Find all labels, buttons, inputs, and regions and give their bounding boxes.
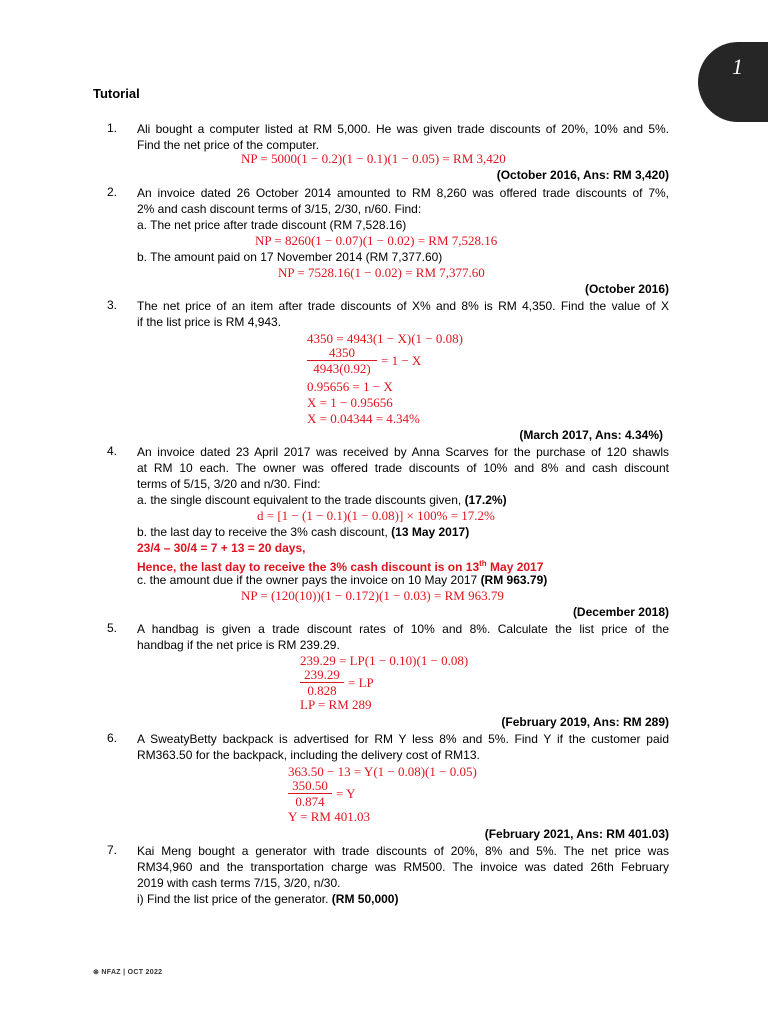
source-reference: (March 2017, Ans: 4.34%) [519, 428, 663, 442]
question-number: 5. [106, 621, 117, 635]
page-number-badge [698, 42, 768, 122]
page-footer: ⊗ NFAZ | OCT 2022 [93, 969, 163, 976]
solution-equation: X = 0.04344 = 4.34% [307, 411, 420, 426]
question-text: RM363.50 for the backpack, including the delivery cost of RM13. [137, 748, 480, 762]
question-text: The net price of an item after trade discounts of X% and 8% is RM 4,350. Find the value of X [137, 299, 669, 313]
solution-fraction [307, 345, 467, 379]
question-text: Find the net price of the computer. [137, 138, 320, 152]
solution-equation: NP = (120(10))(1 − 0.172)(1 − 0.03) = RM 963.79 [241, 588, 504, 603]
question-part-a: a. The net price after trade discount (RM 7,528.16) [137, 218, 407, 232]
question-text: 2% and cash discount terms of 3/15, 2/30, n/60. Find: [137, 202, 422, 216]
question-text: Ali bought a computer listed at RM 5,000. He was given trade discounts of 20%, 10% and 5%. [137, 122, 669, 136]
question-number: 3. [106, 298, 117, 312]
part-answer: (RM 50,000) [331, 892, 399, 906]
question-text: An invoice dated 23 April 2017 was received by Anna Scarves for the purchase of 120 shawls [137, 445, 669, 459]
question-text: A handbag is given a trade discount rates of 10% and 8%. Calculate the list price of the [137, 622, 669, 636]
question-part-i [137, 891, 669, 907]
question-number: 1. [106, 121, 117, 135]
solution-text: May 2017 [486, 560, 544, 574]
fraction-numerator: 4350 [329, 345, 355, 360]
question-part-b [137, 524, 669, 540]
part-text: i) Find the list price of the generator. [137, 892, 329, 906]
source-reference: (October 2016) [584, 282, 669, 296]
page-title: Tutorial [93, 86, 140, 101]
fraction-numerator: 239.29 [304, 667, 340, 682]
question-number: 4. [106, 444, 117, 458]
part-answer: (RM 963.79) [480, 573, 548, 587]
solution-equation: d = [1 − (1 − 0.1)(1 − 0.08)] × 100% = 17.2% [257, 508, 495, 523]
question-part-c [137, 572, 669, 588]
question-text: handbag if the net price is RM 239.29. [137, 638, 340, 652]
ordinal-suffix: th [479, 559, 487, 568]
part-answer: (17.2%) [464, 493, 507, 507]
fraction-denominator: 0.874 [295, 794, 325, 809]
solution-equation: X = 1 − 0.95656 [307, 395, 393, 410]
question-number: 2. [106, 185, 117, 199]
part-text: b. the last day to receive the 3% cash discount, [137, 525, 388, 539]
question-text: RM34,960 and the transportation charge was RM500. The invoice was dated 26th February [137, 860, 669, 874]
solution-equation: 0.95656 = 1 − X [307, 379, 393, 394]
solution-equation: 239.29 = LP(1 − 0.10)(1 − 0.08) [300, 653, 469, 668]
part-text: c. the amount due if the owner pays the invoice on 10 May 2017 [137, 573, 478, 587]
solution-equation: Y = RM 401.03 [288, 809, 370, 824]
solution-fraction [288, 778, 408, 812]
fraction-numerator: 350.50 [292, 778, 328, 793]
question-text: terms of 5/15, 3/20 and n/30. Find: [137, 477, 321, 491]
question-text: A SweatyBetty backpack is advertised for RM Y less 8% and 5%. Find Y if the customer paid [137, 732, 669, 746]
source-reference: (October 2016, Ans: RM 3,420) [496, 168, 669, 182]
fraction-denominator: 4943(0.92) [313, 361, 371, 376]
source-reference: (December 2018) [572, 605, 669, 619]
part-text: a. the single discount equivalent to the trade discounts given, [137, 493, 462, 507]
solution-equation: NP = 8260(1 − 0.07)(1 − 0.02) = RM 7,528.16 [255, 233, 498, 248]
question-text: if the list price is RM 4,943. [137, 315, 282, 329]
fraction-result: = Y [336, 786, 356, 801]
fraction-result: = 1 − X [381, 353, 422, 368]
question-text: An invoice dated 26 October 2014 amounted to RM 8,260 was offered trade discounts of 7%, [137, 186, 669, 200]
question-part-b: b. The amount paid on 17 November 2014 (RM 7,377.60) [137, 250, 443, 264]
fraction-result: = LP [348, 675, 374, 690]
solution-equation: NP = 5000(1 − 0.2)(1 − 0.1)(1 − 0.05) = RM 3,420 [241, 151, 506, 166]
question-text: Kai Meng bought a generator with trade discounts of 20%, 8% and 5%. The net price was [137, 844, 669, 858]
solution-line: 23/4 – 30/4 = 7 + 13 = 20 days, [137, 541, 306, 555]
source-reference: (February 2019, Ans: RM 289) [501, 715, 669, 729]
page-number: 1 [732, 54, 743, 79]
solution-equation: LP = RM 289 [300, 697, 372, 712]
question-text: 2019 with cash terms 7/15, 3/20, n/30. [137, 876, 341, 890]
question-number: 7. [106, 843, 117, 857]
solution-equation: 363.50 − 13 = Y(1 − 0.08)(1 − 0.05) [288, 764, 477, 779]
question-number: 6. [106, 731, 117, 745]
part-answer: (13 May 2017) [391, 525, 470, 539]
solution-fraction [300, 667, 420, 701]
solution-equation: NP = 7528.16(1 − 0.02) = RM 7,377.60 [278, 265, 485, 280]
source-reference: (February 2021, Ans: RM 401.03) [484, 827, 669, 841]
solution-text: Hence, the last day to receive the 3% cash discount is on 13 [137, 560, 480, 574]
solution-equation: 4350 = 4943(1 − X)(1 − 0.08) [307, 331, 463, 346]
fraction-denominator: 0.828 [307, 683, 337, 698]
question-text: at RM 10 each. The owner was offered trade discounts of 10% and 8% and cash discount [137, 461, 669, 475]
question-part-a [137, 492, 669, 508]
